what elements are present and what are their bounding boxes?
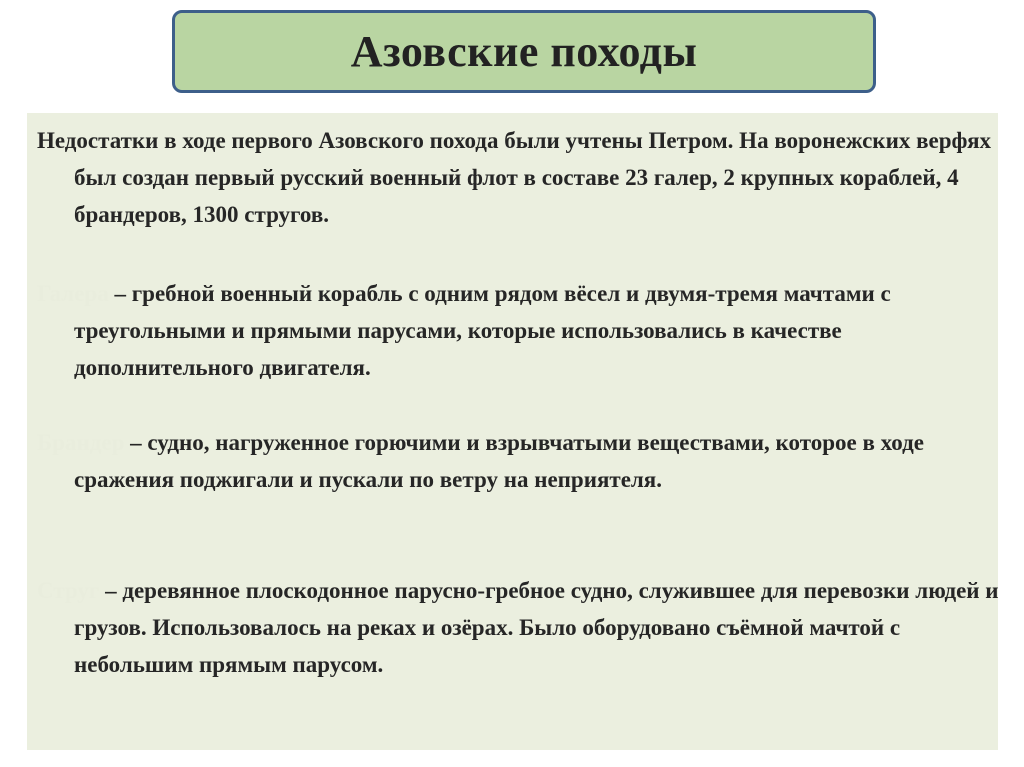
- definition-term: Галера: [37, 281, 109, 306]
- definition-text: – судно, нагруженное горючими и взрывчатыми веществами, которое в ходе сражения поджигали и пускали по ветру на неприятеля.: [74, 430, 924, 492]
- intro-paragraph: Недостатки в ходе первого Азовского похода были учтены Петром. На воронежских верфях был создан первый русский военный флот в составе 23 галер, 2 крупных кораблей, 4 брандеров, 1300 стругов.: [37, 128, 992, 227]
- definition-brander: [37, 424, 1024, 498]
- definition-text: – деревянное плоскодонное парусно-гребное судно, служившее для перевозки людей и грузов. Использовалось на реках и озёрах. Было оборудовано съёмной мачтой с небольшим прямым парусом.: [74, 578, 999, 677]
- slide-title: Азовские походы: [350, 27, 698, 76]
- definition-term: Струг: [37, 578, 100, 603]
- definition-text: – гребной военный корабль с одним рядом вёсел и двумя-тремя мачтами с треугольными и прямыми парусами, которые использовались в качестве дополнительного двигателя.: [74, 281, 891, 380]
- definition-galera: [37, 275, 1024, 386]
- content-panel: [27, 113, 998, 750]
- title-banner: [172, 10, 876, 93]
- definition-strug: [37, 572, 1024, 683]
- definition-term: Брандер: [37, 430, 125, 455]
